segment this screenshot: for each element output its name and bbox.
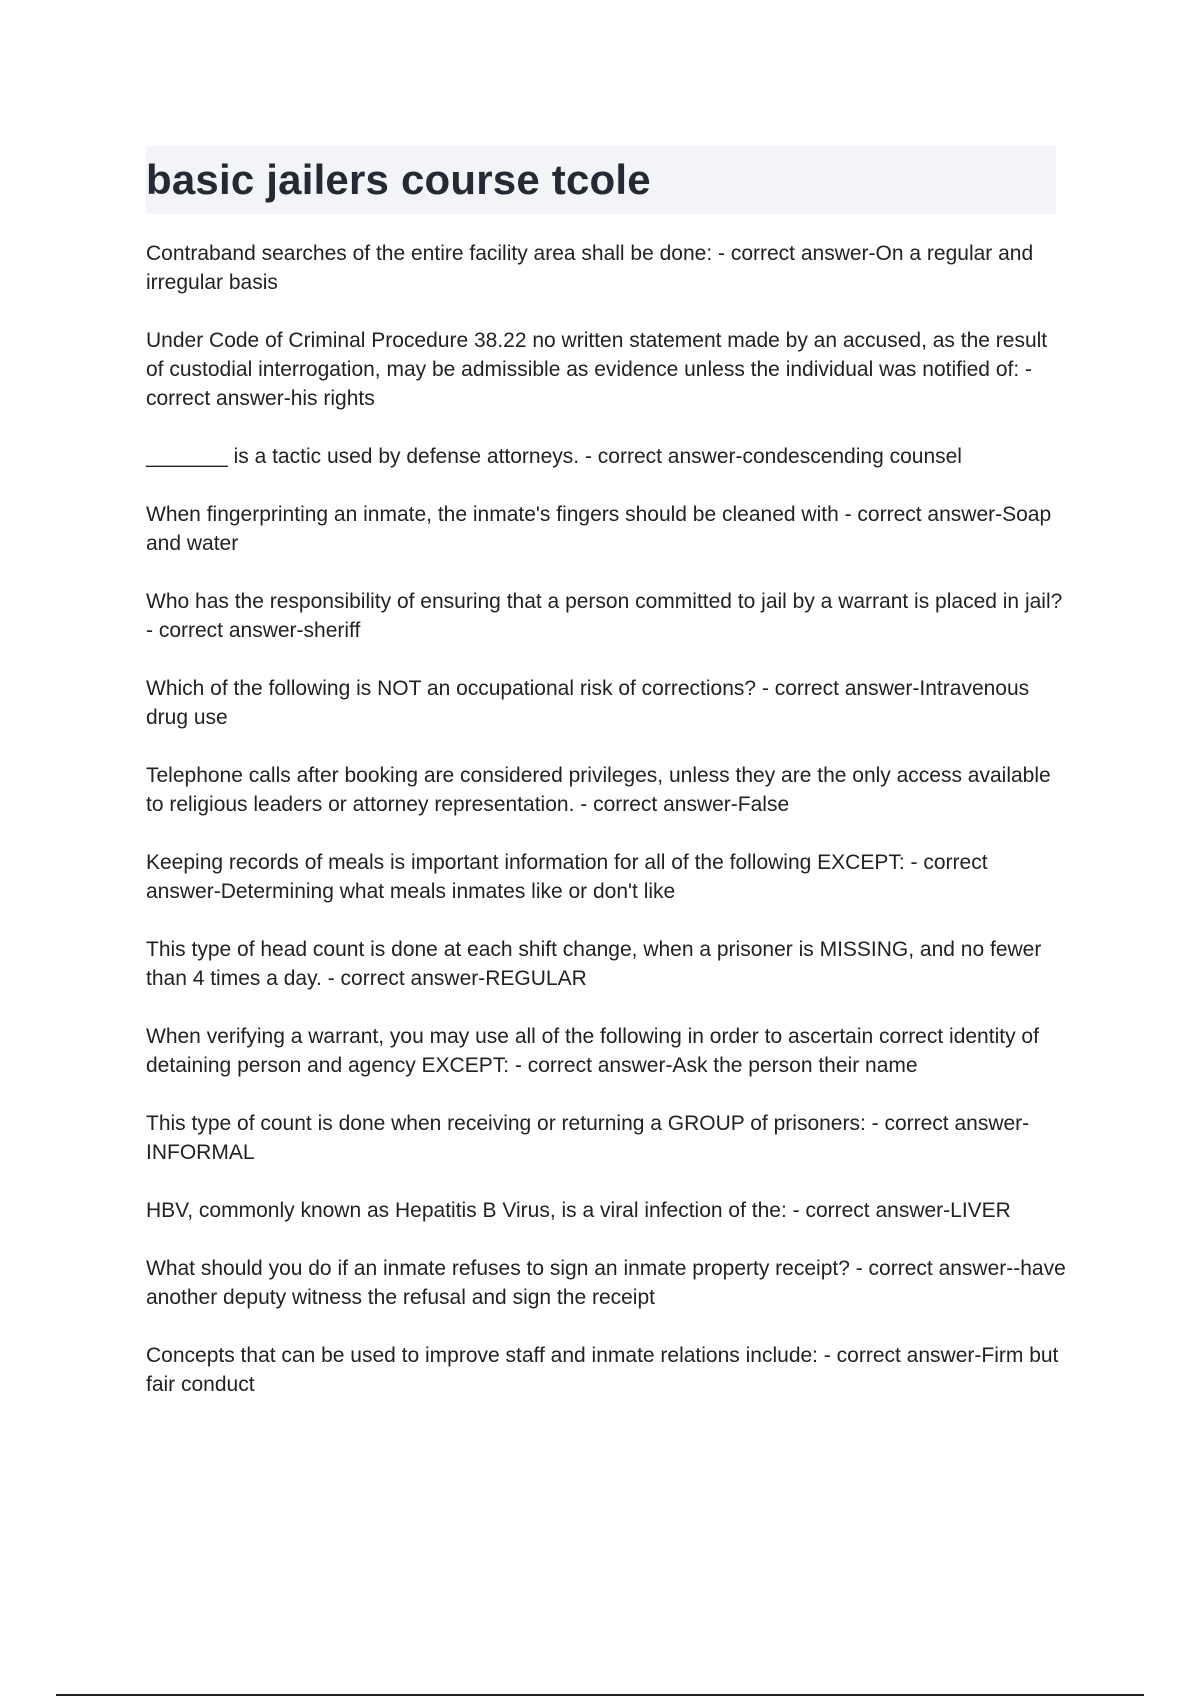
qa-item: This type of head count is done at each shift change, when a prisoner is MISSING, and no fewer than 4 times a day. - correct answer-REGULAR	[146, 938, 1042, 990]
qa-item: What should you do if an inmate refuses to sign an inmate property receipt? - correct answer--have another deputy witness the refusal and sign the receipt	[146, 1257, 1066, 1309]
qa-item: Keeping records of meals is important information for all of the following EXCEPT: - correct answer-Determining what meals inmates like or don't like	[146, 851, 988, 903]
qa-list	[146, 239, 1066, 1428]
qa-item: HBV, commonly known as Hepatitis B Virus, is a viral infection of the: - correct answer-LIVER	[146, 1199, 1011, 1222]
qa-item: Contraband searches of the entire facility area shall be done: - correct answer-On a regular and irregular basis	[146, 242, 1034, 294]
qa-item: Telephone calls after booking are considered privileges, unless they are the only access available to religious leaders or attorney representation. - correct answer-False	[146, 764, 1051, 816]
bottom-rule	[56, 1694, 1144, 1696]
qa-item: Who has the responsibility of ensuring that a person committed to jail by a warrant is placed in jail? - correct answer-sheriff	[146, 590, 1063, 642]
qa-item: This type of count is done when receiving or returning a GROUP of prisoners: - correct answer-INFORMAL	[146, 1112, 1030, 1164]
qa-item: Concepts that can be used to improve staff and inmate relations include: - correct answer-Firm but fair conduct	[146, 1344, 1059, 1396]
qa-item: When fingerprinting an inmate, the inmate's fingers should be cleaned with - correct answer-Soap and water	[146, 503, 1052, 555]
qa-item: _______ is a tactic used by defense attorneys. - correct answer-condescending counsel	[146, 445, 962, 468]
qa-item: Which of the following is NOT an occupational risk of corrections? - correct answer-Intravenous drug use	[146, 677, 1030, 729]
qa-item: When verifying a warrant, you may use all of the following in order to ascertain correct identity of detaining person and agency EXCEPT: - correct answer-Ask the person their name	[146, 1025, 1039, 1077]
page-title: basic jailers course tcole	[146, 156, 651, 203]
qa-item: Under Code of Criminal Procedure 38.22 no written statement made by an accused, as the result of custodial interrogation, may be admissible as evidence unless the individual was notified of: - correct answer-his rights	[146, 329, 1048, 410]
